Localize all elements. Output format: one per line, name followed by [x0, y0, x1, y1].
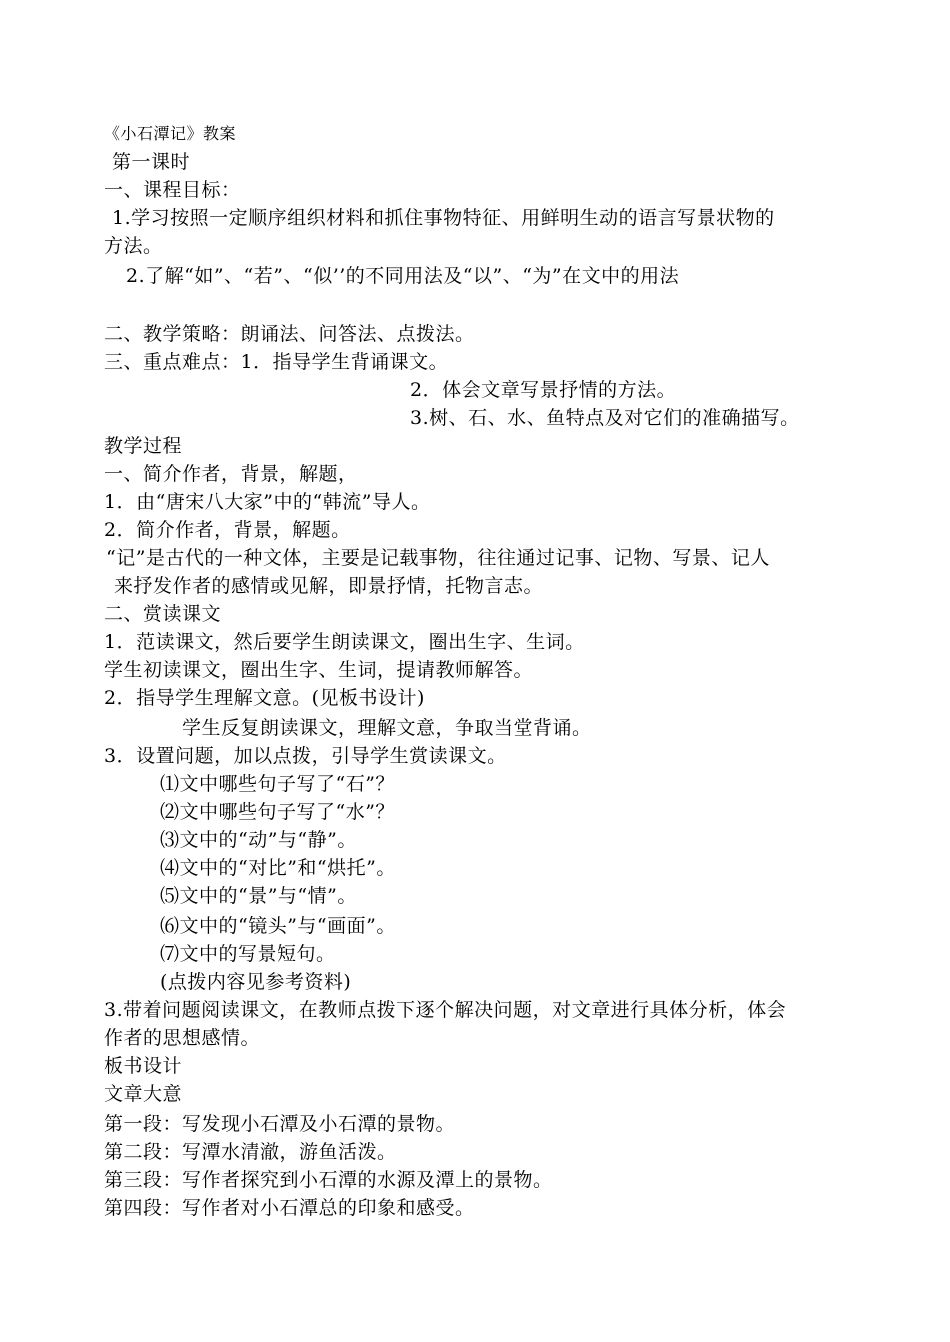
question-3: ⑶文中的“动”与“静”。 — [160, 829, 357, 851]
goal-item-1: 1.学习按照一定顺序组织材料和抓住事物特征、用鲜明生动的语言写景状物的 — [112, 207, 775, 229]
strategy-line: 二、教学策略：朗诵法、问答法、点拨法。 — [104, 323, 475, 345]
process-heading: 教学过程 — [104, 435, 183, 457]
intro-note: “记”是古代的一种文体，主要是记载事物，往往通过记事、记物、写景、记人 — [106, 547, 770, 569]
reading-item-1-note: 学生初读课文，圈出生字、生词，提请教师解答。 — [104, 659, 534, 681]
paragraph-summary-4: 第四段：写作者对小石潭总的印象和感受。 — [104, 1197, 475, 1219]
key-points-line-1: 三、重点难点：1．指导学生背诵课文。 — [104, 351, 449, 373]
paragraph-summary-2: 第二段：写潭水清澈，游鱼活泼。 — [104, 1141, 397, 1163]
paragraph-summary-3: 第三段：写作者探究到小石潭的水源及潭上的景物。 — [104, 1169, 553, 1191]
document-title: 《小石潭记》教案 — [104, 124, 237, 143]
main-idea-heading: 文章大意 — [104, 1083, 183, 1105]
goal-item-1-cont: 方法。 — [104, 235, 163, 257]
intro-item-2: 2．简介作者，背景，解题。 — [104, 519, 351, 541]
goal-item-2: 2.了解“如”、“若”、“似’’的不同用法及“以”、“为”在文中的用法 — [126, 265, 680, 287]
reading-item-3: 3．设置问题，加以点拨，引导学生赏读课文。 — [104, 745, 507, 767]
reading-item-1: 1．范读课文，然后要学生朗读课文，圈出生字、生词。 — [104, 631, 585, 653]
question-7: ⑺文中的写景短句。 — [160, 943, 336, 965]
intro-heading: 一、简介作者，背景，解题， — [104, 463, 358, 485]
intro-note-cont: 来抒发作者的感情或见解，即景抒情，托物言志。 — [114, 575, 544, 597]
key-points-line-3: 3.树、石、水、鱼特点及对它们的准确描写。 — [410, 407, 800, 429]
reading-item-4: 3.带着问题阅读课文，在教师点拨下逐个解决问题，对文章进行具体分析，体会 — [104, 999, 787, 1021]
question-2: ⑵文中哪些句子写了“水”？ — [160, 801, 395, 823]
question-note: (点拨内容见参考资料) — [160, 971, 352, 993]
question-5: ⑸文中的“景”与“情”。 — [160, 885, 357, 907]
reading-item-2-note: 学生反复朗读课文，理解文意，争取当堂背诵。 — [182, 717, 592, 739]
intro-item-1: 1．由“唐宋八大家”中的“韩流”导人。 — [104, 491, 431, 513]
reading-item-4-cont: 作者的思想感情。 — [104, 1027, 261, 1049]
reading-heading: 二、赏读课文 — [104, 603, 222, 625]
lesson-heading: 第一课时 — [112, 151, 191, 173]
reading-item-2: 2．指导学生理解文意。(见板书设计) — [104, 687, 425, 709]
question-4: ⑷文中的“对比”和“烘托”。 — [160, 857, 396, 879]
question-1: ⑴文中哪些句子写了“石”？ — [160, 773, 395, 795]
key-points-line-2: 2．体会文章写景抒情的方法。 — [410, 379, 677, 401]
board-design-heading: 板书设计 — [104, 1055, 183, 1077]
paragraph-summary-1: 第一段：写发现小石潭及小石潭的景物。 — [104, 1113, 456, 1135]
section-goals-heading: 一、课程目标： — [104, 179, 241, 201]
question-6: ⑹文中的“镜头”与“画面”。 — [160, 915, 396, 937]
